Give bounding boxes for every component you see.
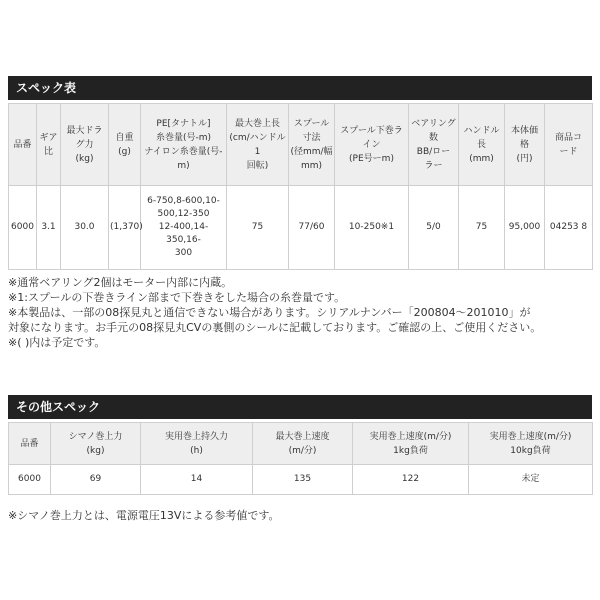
note-line: ※シマノ巻上力とは、電源電圧13Vによる参考値です。 [8, 509, 280, 522]
table-row [9, 186, 593, 270]
header-cell: スプール 寸法 (径mm/幅 mm) [289, 104, 335, 186]
note-line: ※通常ベアリング2個はモーター内部に内蔵。 [8, 276, 233, 289]
table-cell: 3.1 [37, 186, 61, 270]
header-cell: 最大ドラ グ力 (kg) [61, 104, 109, 186]
other-spec-notes [8, 508, 592, 523]
spec-notes [8, 275, 592, 350]
table-cell: 未定 [469, 465, 593, 495]
table-cell: 75 [459, 186, 505, 270]
table-cell: 5/0 [409, 186, 459, 270]
note-line: 対象になります。お手元の08探見丸CVの裏側のシールに記載しております。ご確認の上、ご使用ください。 [8, 321, 542, 334]
table-cell: 6-750,8-600,10- 500,12-350 12-400,14-350,16- 300 [141, 186, 227, 270]
table-cell: 10-250※1 [335, 186, 409, 270]
table-cell: 75 [227, 186, 289, 270]
header-cell: シマノ巻上力 (kg) [51, 423, 141, 465]
other-header-row [9, 423, 593, 465]
table-cell: 77/60 [289, 186, 335, 270]
header-cell: ハンドル長 (mm) [459, 104, 505, 186]
note-line: ※( )内は予定です。 [8, 336, 106, 349]
table-cell: (1,370) [109, 186, 141, 270]
header-cell: 品番 [9, 104, 37, 186]
header-cell: 本体価 格 (円) [505, 104, 545, 186]
table-cell: 95,000 [505, 186, 545, 270]
table-cell: 14 [141, 465, 253, 495]
spec-section-title: スペック表 [8, 76, 592, 100]
note-line: ※1:スプールの下巻きライン部まで下巻きをした場合の糸巻量です。 [8, 291, 346, 304]
header-cell: PE[タナトル] 糸巻量(号-m) ナイロン糸巻量(号- m) [141, 104, 227, 186]
table-cell: 6000 [9, 186, 37, 270]
table-cell: 122 [353, 465, 469, 495]
spec-header-row [9, 104, 593, 186]
spec-table [8, 103, 593, 270]
other-spec-section-title: その他スペック [8, 395, 592, 419]
header-cell: 商品コ ード [545, 104, 593, 186]
note-line: ※本製品は、一部の08探見丸と通信できない場合があります。シリアルナンバー「200804～201010」が [8, 306, 531, 319]
table-cell: 6000 [9, 465, 51, 495]
header-cell: 品番 [9, 423, 51, 465]
table-cell: 30.0 [61, 186, 109, 270]
header-cell: 最大巻上速度 (m/分) [253, 423, 353, 465]
table-cell: 135 [253, 465, 353, 495]
table-cell: 69 [51, 465, 141, 495]
header-cell: 自重 (g) [109, 104, 141, 186]
header-cell: 実用巻上速度(m/分) 10kg負荷 [469, 423, 593, 465]
other-spec-table [8, 422, 593, 495]
header-cell: スプール下巻ラ イン (PE号ーm) [335, 104, 409, 186]
header-cell: 最大巻上長 (cm/ハンドル1 回転) [227, 104, 289, 186]
header-cell: ギア 比 [37, 104, 61, 186]
header-cell: ベアリング 数 BB/ロー ラー [409, 104, 459, 186]
table-row [9, 465, 593, 495]
header-cell: 実用巻上持久力 (h) [141, 423, 253, 465]
header-cell: 実用巻上速度(m/分) 1kg負荷 [353, 423, 469, 465]
table-cell: 04253 8 [545, 186, 593, 270]
